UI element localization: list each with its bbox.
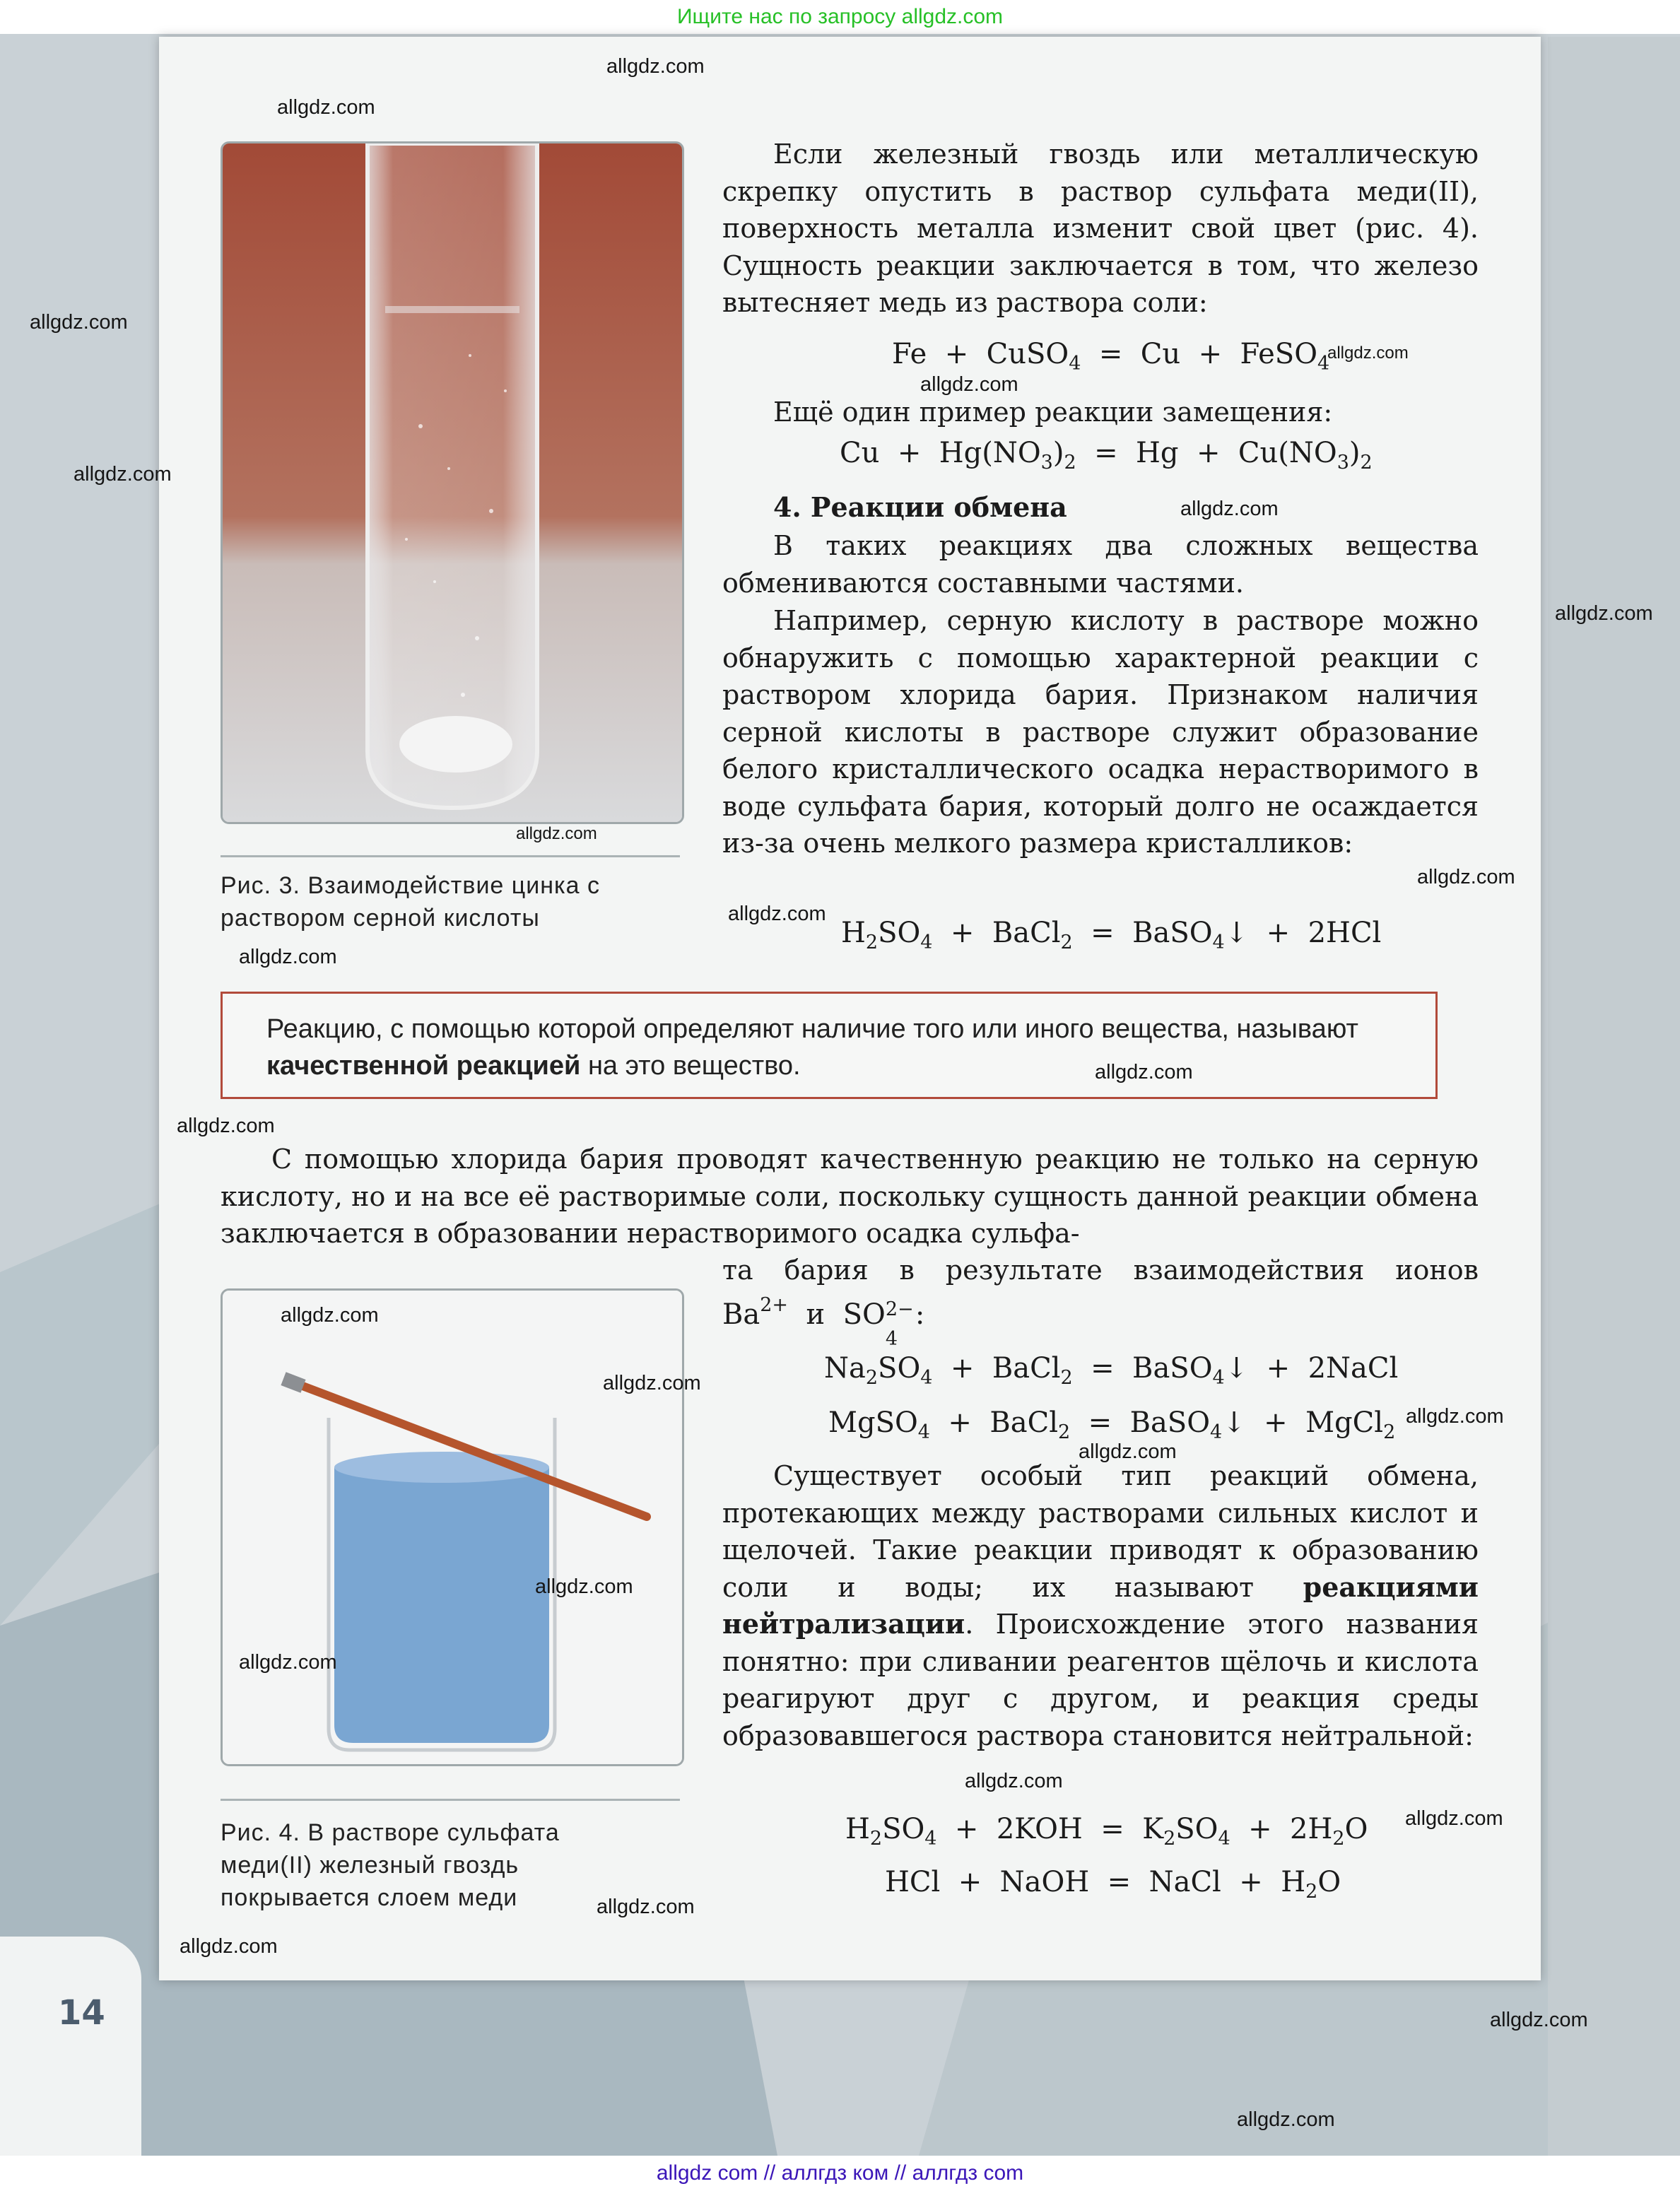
paragraph-1 [722,136,1479,322]
watermark: allgdz.com [1417,866,1515,888]
formula-mgso4-bacl2: MgSO$_4$ + BaCl$_2$ = BaSO$_4$↓ + MgCl$_2$ [828,1406,1396,1443]
paragraph-5b [722,1252,1479,1289]
watermark: allgdz.com [1237,2108,1335,2131]
watermark: allgdz.com [1490,2009,1588,2031]
watermark: allgdz.com [177,1115,275,1137]
watermark: allgdz.com [74,463,172,486]
paragraph-5b-text: та бария в результате взаимодействия ионов [722,1255,1479,1286]
paragraph-2 [722,394,1479,431]
formula-fe-cuso4: Fe + CuSO$_4$ = Cu + FeSO$_4$ [892,338,1330,375]
formula-hcl-naoh: HCl + NaOH = NaCl + $H_2O$ [885,1866,1341,1903]
formula-h2so4-bacl2: $H_2SO_4$ + BaCl$_2$ = BaSO$_4$↓ + 2HCl [841,917,1382,953]
watermark: allgdz.com [30,311,128,334]
watermark: allgdz.com [239,946,337,968]
paragraph-5 [221,1141,1479,1252]
definition-term: качественной реакцией [266,1051,581,1081]
bottom-banner[interactable]: allgdz com // аллгдз ком // аллгдз com [0,2156,1680,2191]
figure-4-photo [221,1288,684,1766]
paragraph-6-text: Существует особый тип реакций обмена, протекающих между растворами сильных кислот и щелочей. Такие реакции приводят к образованию соли и воды; их называют реакциями нейтрализации. Происхождение этого названия понятно: при сливании реагентов щёлочь и кислота реагируют друг с другом, и реакция среды образовавшегося раствора становится нейтральной: [722,1460,1479,1751]
watermark: allgdz.com [1095,1061,1193,1083]
figure-4-rule [221,1799,680,1801]
page-number: 14 [58,1993,105,2033]
paragraph-5-text: С помощью хлорида бария проводят качественную реакцию не только на серную кислоту, но и на все её растворимые соли, поскольку сущность данной реакции обмена заключается в образовании нерастворимого осадка сульфа- [221,1144,1479,1249]
paragraph-3-text: В таких реакциях два сложных вещества обмениваются составными частями. [722,530,1479,599]
top-banner[interactable]: Ищите нас по запросу allgdz.com [0,0,1680,34]
watermark: allgdz.com [1180,498,1279,520]
watermark: allgdz.com [1079,1440,1177,1463]
paragraph-6 [722,1457,1479,1754]
neutralization-term: реакциями нейтрализации [722,1570,1479,1640]
formula-h2so4-koh: $H_2SO_4 + 2KOH = K_2SO_4 + 2H_2O$ [845,1813,1368,1850]
watermark: allgdz.com [597,1896,695,1918]
paragraph-2-text: Ещё один пример реакции замещения: [773,397,1333,428]
section-heading: 4. Реакции обмена [773,491,1067,523]
page-corner [0,1937,141,2156]
watermark: allgdz.com [180,1935,278,1958]
watermark: allgdz.com [965,1770,1063,1792]
watermark: allgdz.com [535,1575,633,1598]
ions-line: $Ba^{2+}$ и SO 2− : [722,1294,925,1331]
watermark: allgdz.com [603,1372,701,1394]
paragraph-4-text: Например, серную кислоту в растворе можно обнаружить с помощью характерной реакции с раствором хлорида бария. Признаком наличия серной кислоты в растворе служит образование белого кристаллического осадка нерастворимого в воде сульфата бария, который долго не осаждается из-за очень мелкого размера кристалликов: [722,605,1479,859]
watermark: allgdz.com [920,373,1018,396]
paragraph-3 [722,527,1479,601]
figure-3-rule [221,855,680,857]
formula-cu-hgno3: $Cu + Hg(NO_3)_2 = Hg + Cu(NO_3)_2$ [840,437,1373,474]
watermark: allgdz.com [1555,602,1653,625]
watermark: allgdz.com [516,824,597,843]
watermark: allgdz.com [281,1304,379,1327]
watermark: allgdz.com [1327,343,1409,363]
figure-3-photo [221,141,684,824]
figure-4-caption: Рис. 4. В растворе сульфата меди(II) железный гвоздь покрывается слоем меди [221,1819,560,1911]
watermark: allgdz.com [728,903,826,925]
paragraph-1-text: Если железный гвоздь или металлическую скрепку опустить в раствор сульфата меди(II), поверхность металла изменит свой цвет (рис. 4). Сущность реакции заключается в том, что железо вытесняет медь из раствора соли: [722,139,1479,318]
watermark: allgdz.com [1406,1405,1504,1428]
watermark: allgdz.com [239,1651,337,1674]
test-tube-image [223,143,682,822]
formula-na2so4-bacl2: $Na_2SO_4$ + BaCl$_2$ = BaSO$_4$↓ + 2NaCl [824,1352,1399,1389]
watermark: allgdz.com [277,96,375,119]
definition-box [221,992,1438,1099]
paragraph-4 [722,602,1479,862]
definition-text: Реакцию, с помощью которой определяют наличие того или иного вещества, называют качественной реакцией на это вещество. [266,1014,1358,1081]
watermark: allgdz.com [1405,1807,1503,1830]
watermark: allgdz.com [606,55,705,78]
figure-3-caption: Рис. 3. Взаимодействие цинка с раствором серной кислоты [221,872,601,932]
beaker-nail-image [223,1291,682,1764]
